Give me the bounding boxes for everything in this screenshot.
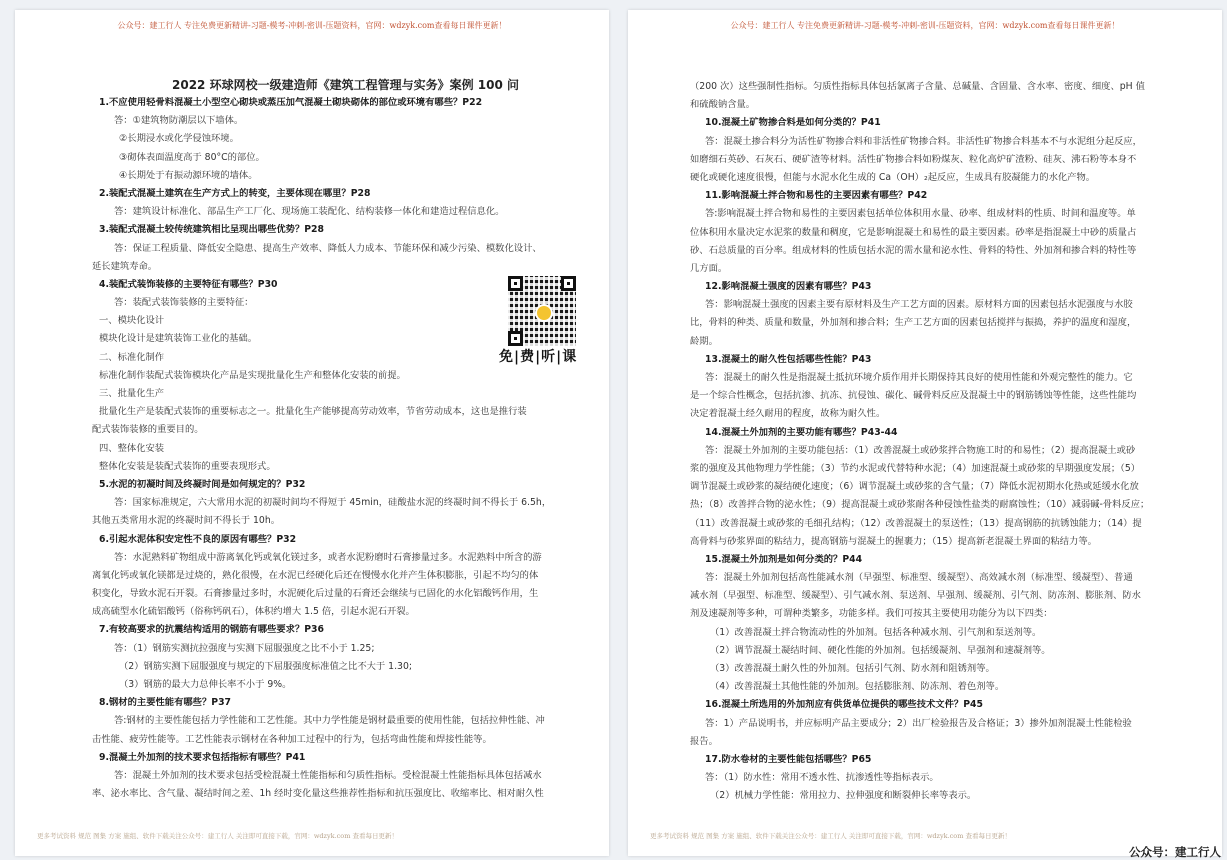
answer-line: 位体积用水量决定水泥浆的数量和稠度，它是影响混凝土和易性的最主要因素。砂率是指混凝土中砂的质量占	[690, 226, 1137, 238]
answer-line: （2）调节混凝土凝结时间、硬化性能的外加剂。包括缓凝剂、早强剂和速凝剂等。	[710, 644, 1051, 656]
text-lines	[92, 94, 572, 803]
answer-line: 答：混凝土掺合料分为活性矿物掺合料和非活性矿物掺合料。非活性矿物掺合料基本不与水泥组分起反应，	[705, 135, 1142, 147]
answer-line: 答：国家标准规定，六大常用水泥的初凝时间均不得短于 45min，硅酸盐水泥的终凝时间不得长于 6.5h，	[114, 497, 552, 509]
text-lines	[690, 78, 1170, 806]
answer-line: ③砌体表面温度高于 80°C的部位。	[119, 151, 265, 163]
answer-line: （200 次）这些强制性指标。匀质性指标具体包括氯离子含量、总碱量、含固量、含水率、密度、细度、pH 值	[690, 81, 1145, 92]
answer-line: 答:影响混凝土拌合物和易性的主要因素包括单位体积用水量、砂率、组成材料的性质、时间和温度等。单	[705, 208, 1136, 220]
document-title: 2022 环球网校一级建造师《建筑工程管理与实务》案例 100 问	[172, 78, 519, 92]
question-heading: 8.钢材的主要性能有哪些？P37	[99, 697, 232, 709]
answer-line: 答：建筑设计标准化、部品生产工厂化、现场施工装配化、结构装修一体化和建造过程信息化。	[114, 206, 505, 218]
answer-line: 答：保证工程质量、降低安全隐患、提高生产效率、降低人力成本、节能环保和减少污染、模数化设计、	[114, 242, 542, 254]
answer-line: 答：混凝土外加剂的主要功能包括：（1）改善混凝土或砂浆拌合物施工时的和易性；（2）提高混凝土或砂	[705, 444, 1136, 456]
page-footer: 更多考试资料 规范 图集 方案 施组、软件下载关注公众号：建工行人 关注即可直接下载，官网：wdzyk.com 查看每日更新！	[650, 832, 1011, 840]
answer-line: 其他五类常用水泥的终凝时间不得长于 10h。	[92, 515, 281, 527]
answer-line: 调节混凝土或砂浆的凝结硬化速度；（6）调节混凝土或砂浆的含气量；（7）降低水泥初期水化热或延缓水化放	[690, 481, 1139, 493]
answer-line: 决定着混凝土经久耐用的程度，故称为耐久性。	[690, 408, 886, 420]
page-content	[690, 78, 1170, 806]
answer-line: （3）改善混凝土耐久性的外加剂。包括引气剂、防水剂和阻锈剂等。	[710, 663, 995, 674]
answer-line: （3）钢筋的最大力总伸长率不小于 9%。	[119, 679, 292, 690]
question-heading: 14.混凝土外加剂的主要功能有哪些？P43-44	[705, 426, 898, 438]
document-page-right	[628, 10, 1222, 856]
answer-line: 答:钢材的主要性能包括力学性能和工艺性能。其中力学性能是钢材最重要的使用性能，包括拉伸性能、冲	[114, 715, 545, 727]
question-heading: 2.装配式混凝土建筑在生产方式上的转变，主要体现在哪里？P28	[99, 187, 371, 199]
answer-line: （2）钢筋实测下屈服强度与规定的下屈服强度标准值之比不大于 1.30;	[119, 660, 413, 672]
answer-line: （2）机械力学性能：常用拉力、拉伸强度和断裂伸长率等表示。	[710, 790, 977, 802]
question-heading: 12.影响混凝土强度的因素有哪些？P43	[705, 281, 872, 293]
answer-line: 硬化或硬化速度很慢，但能与水泥水化生成的 Ca（OH）₂起反应，生成具有胶凝能力的水化产物。	[690, 171, 1096, 183]
answer-line: 标准化制作装配式装饰模块化产品是实现批量化生产和整体化安装的前提。	[99, 369, 406, 381]
answer-line: 和硫酸钠含量。	[690, 99, 756, 111]
watermark: 公众号：建工行人	[1129, 845, 1221, 859]
answer-line: 龄期。	[690, 335, 718, 347]
qr-caption: 免|费|听|课	[499, 349, 578, 365]
qr-finder-pattern	[508, 276, 523, 291]
page-content	[92, 76, 572, 803]
page-footer: 更多考试资料 规范 图集 方案 施组、软件下载关注公众号：建工行人 关注即可直接下载，官网：wdzyk.com 查看每日更新！	[37, 832, 398, 840]
qr-finder-pattern	[508, 331, 523, 346]
answer-line: 答：1）产品说明书，并应标明产品主要成分；2）出厂检验报告及合格证；3）掺外加剂混凝土性能检验	[705, 717, 1132, 729]
answer-line: 答：水泥熟料矿物组成中游离氧化钙或氧化镁过多，或者水泥粉磨时石膏掺量过多。水泥熟料中所含的游	[114, 551, 542, 563]
answer-line: ④长期处于有振动源环境的墙体。	[119, 169, 258, 181]
question-heading: 7.有较高要求的抗震结构适用的钢筋有哪些要求？P36	[99, 624, 324, 636]
qr-finder-pattern	[561, 276, 576, 291]
answer-line: 几方面。	[690, 262, 728, 274]
answer-line: 模块化设计是建筑装饰工业化的基础。	[99, 333, 258, 345]
question-heading: 9.混凝土外加剂的技术要求包括指标有哪些？P41	[99, 751, 306, 763]
qr-code	[506, 274, 578, 348]
question-heading: 15.混凝土外加剂是如何分类的？P44	[705, 553, 863, 565]
page-header: 公众号：建工行人 专注免费更新精讲-习题-模考-冲刺-密训-压题资料，官网：wdzyk.com查看每日课件更新！	[117, 21, 507, 30]
answer-line: 答：（1）防水性：常用不透水性、抗渗透性等指标表示。	[705, 772, 939, 784]
question-heading: 13.混凝土的耐久性包括哪些性能？P43	[705, 353, 872, 365]
answer-line: 减水剂（早强型、标准型、缓凝型）、引气减水剂、泵送剂、早强剂、缓凝剂、引气剂、防冻剂、膨胀剂、防水	[690, 590, 1141, 602]
answer-line: 比，骨料的种类、质量和数量，外加剂和掺合料；生产工艺方面的因素包括搅拌与振捣，养护的温度和湿度，	[690, 317, 1137, 329]
answer-line: 如磨细石英砂、石灰石、硬矿渣等材料。活性矿物掺合料如粉煤灰、粒化高炉矿渣粉、硅灰、沸石粉等本身不	[690, 153, 1137, 165]
answer-line: 答：影响混凝土强度的因素主要有原材料及生产工艺方面的因素。原材料方面的因素包括水泥强度与水胶	[705, 299, 1133, 311]
page-header: 公众号：建工行人 专注免费更新精讲-习题-模考-冲刺-密训-压题资料，官网：wdzyk.com查看每日课件更新！	[730, 21, 1120, 30]
answer-line: 二、标准化制作	[99, 351, 165, 363]
answer-line: 整体化安装是装配式装饰的重要表现形式。	[99, 460, 276, 472]
answer-line: 是一个综合性概念，包括抗渗、抗冻、抗侵蚀、碳化、碱骨料反应及混凝土中的钢筋锈蚀等性能，这些性能均	[690, 390, 1137, 402]
answer-line: 答：混凝土外加剂的技术要求包括受检混凝土性能指标和匀质性指标。受检混凝土性能指标具体包括减水	[114, 769, 542, 781]
document-page-left	[15, 10, 609, 856]
question-heading: 6.引起水泥体积安定性不良的原因有哪些？P32	[99, 533, 297, 545]
question-heading: 1.不应使用轻骨料混凝土小型空心砌块或蒸压加气混凝土砌块砌体的部位或环境有哪些？P22	[99, 97, 483, 108]
answer-line: 热；（8）改善拌合物的泌水性；（9）提高混凝土或砂浆耐各种侵蚀性盐类的耐腐蚀性；（10）减弱碱-骨料反应；	[690, 499, 1150, 511]
answer-line: 答：装配式装饰装修的主要特征：	[114, 297, 254, 309]
answer-line: （1）改善混凝土拌合物流动性的外加剂。包括各种减水剂、引气剂和泵送剂等。	[710, 626, 1042, 638]
answer-line: 答：（1）钢筋实测抗拉强度与实测下屈服强度之比不小于 1.25;	[114, 642, 375, 654]
answer-line: 浆的强度及其他物理力学性能；（3）节约水泥或代替特种水泥；（4）加速混凝土或砂浆的早期强度发展；（5）	[690, 462, 1141, 474]
answer-line: 延长建筑寿命。	[92, 260, 158, 272]
qr-logo-icon	[535, 304, 553, 322]
answer-line: 率、泌水率比、含气量、凝结时间之差、1h 经时变化量这些推荐性指标和抗压强度比、收缩率比、相对耐久性	[92, 788, 544, 800]
answer-line: 高骨料与砂浆界面的粘结力，提高钢筋与混凝土的握裹力；（15）提高新老混凝土界面的粘结力等。	[690, 535, 1097, 547]
answer-line: 报告。	[690, 735, 718, 747]
answer-line: 答：混凝土的耐久性是指混凝土抵抗环境介质作用并长期保持其良好的使用性能和外观完整性的能力。它	[705, 372, 1133, 383]
answer-line: 砂、石总质量的百分率。组成材料的性质包括水泥的需水量和泌水性、骨料的特性、外加剂和掺合料的特性等	[690, 244, 1137, 256]
question-heading: 4.装配式装饰装修的主要特征有哪些？P30	[99, 278, 278, 290]
answer-line: 积变化，导致水泥石开裂。石膏掺量过多时，水泥硬化后过量的石膏还会继续与已固化的水化铝酸钙作用，生	[92, 588, 539, 600]
answer-line: 一、模块化设计	[99, 315, 165, 327]
answer-line: 四、整体化安装	[99, 442, 165, 454]
answer-line: 答：①建筑物防潮层以下墙体。	[114, 115, 244, 127]
answer-line: 剂及速凝剂等多种，可谓种类繁多，功能多样。我们可按其主要使用功能分为以下四类：	[690, 608, 1053, 620]
question-heading: 3.装配式混凝土较传统建筑相比呈现出哪些优势？P28	[99, 224, 324, 236]
answer-line: 离氧化钙或氧化镁都是过烧的，熟化很慢，在水泥已经硬化后还在慢慢水化并产生体积膨胀，引起不均匀的体	[92, 569, 539, 581]
answer-line: 答：混凝土外加剂包括高性能减水剂（早强型、标准型、缓凝型）、高效减水剂（标准型、缓凝型）、普通	[705, 572, 1133, 584]
answer-line: 配式装饰装修的重要目的。	[92, 424, 204, 436]
question-heading: 5.水泥的初凝时间及终凝时间是如何规定的？P32	[99, 478, 306, 490]
answer-line: 击性能、疲劳性能等。工艺性能表示钢材在各种加工过程中的行为，包括弯曲性能和焊接性能等。	[92, 733, 492, 745]
question-heading: 10.混凝土矿物掺合料是如何分类的？P41	[705, 117, 881, 129]
answer-line: 三、批量化生产	[99, 388, 165, 399]
answer-line: 批量化生产是装配式装饰的重要标志之一。批量化生产能够提高劳动效率，节省劳动成本，这也是推行装	[99, 406, 527, 418]
answer-line: 成高硫型水化硫铝酸钙（俗称钙矾石），体积约增大 1.5 倍，引起水泥石开裂。	[92, 606, 415, 618]
question-heading: 17.防水卷材的主要性能包括哪些？P65	[705, 753, 872, 765]
answer-line: （11）改善混凝土或砂浆的毛细孔结构；（12）改善混凝土的泵送性；（13）提高钢筋的抗锈蚀能力；（14）提	[690, 517, 1142, 529]
question-heading: 11.影响混凝土拌合物和易性的主要因素有哪些？P42	[705, 190, 928, 202]
answer-line: ②长期浸水或化学侵蚀环境。	[119, 133, 239, 145]
question-heading: 16.混凝土所选用的外加剂应有供货单位提供的哪些技术文件？P45	[705, 699, 983, 711]
answer-line: （4）改善混凝土其他性能的外加剂。包括膨胀剂、防冻剂、着色剂等。	[710, 681, 1005, 693]
